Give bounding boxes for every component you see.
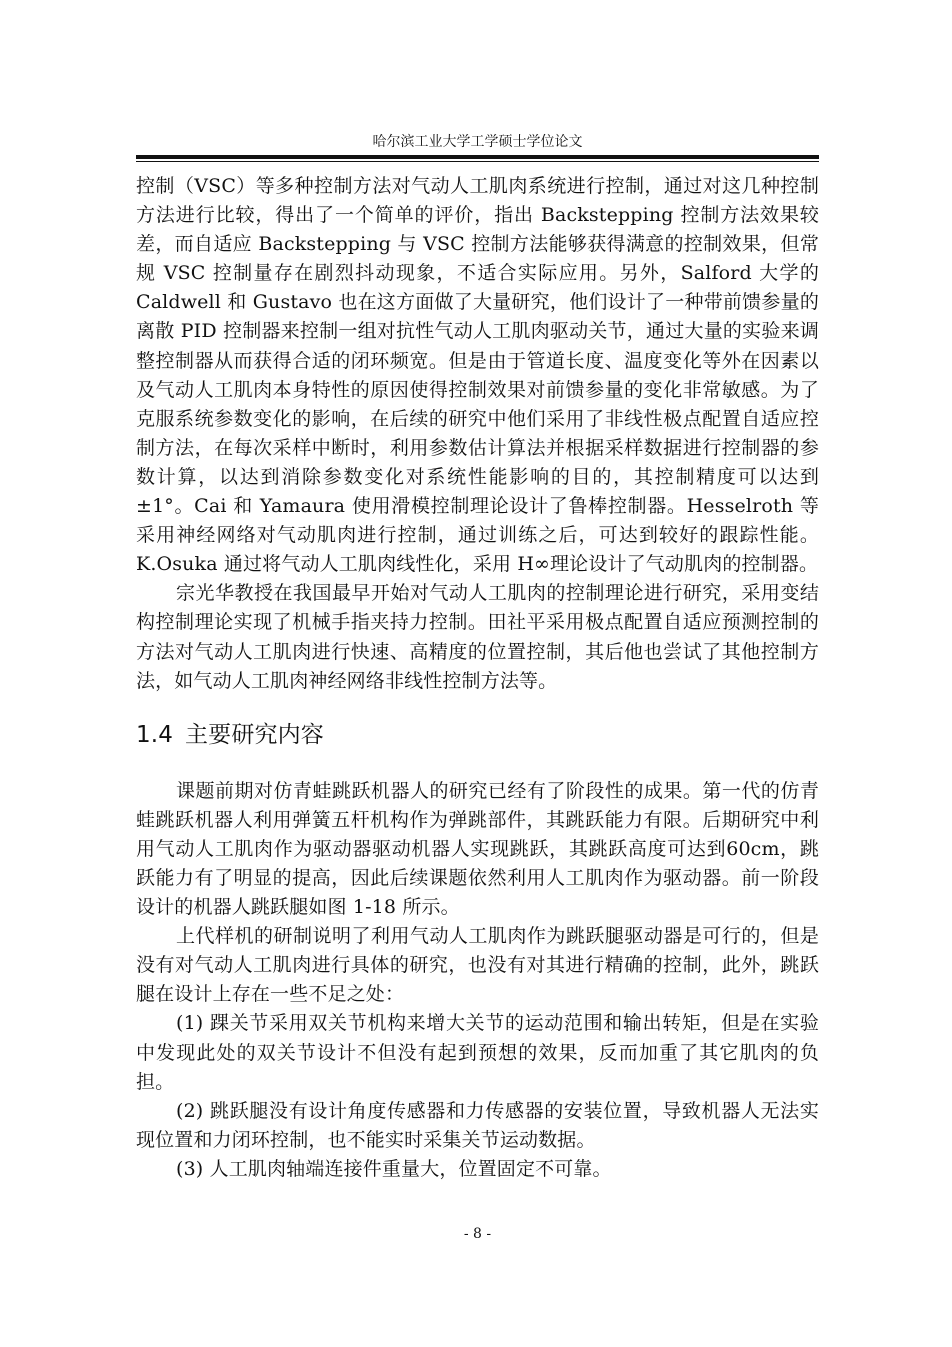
list-item-2: (2) 跳跃腿没有设计角度传感器和力传感器的安装位置，导致机器人无法实现位置和力闭环控制，也不能实时采集关节运动数据。 <box>136 1099 819 1151</box>
list-item-1: (1) 踝关节采用双关节机构来增大关节的运动范围和输出转矩，但是在实验中发现此处的双关节设计不但没有起到预想的效果，反而加重了其它肌肉的负担。 <box>136 1012 819 1093</box>
paragraph-domestic-research: 宗光华教授在我国最早开始对气动人工肌肉的控制理论进行研究，采用变结构控制理论实现了机械手指夹持力控制。田社平采用极点配置自适应预测控制的方法对气动人工肌肉进行快速、高精度的位置控制，其后他也尝试了其他控制方法，如气动人工肌肉神经网络非线性控制方法等。 <box>136 582 819 692</box>
body-text <box>136 172 819 1184</box>
paragraph-control-methods: 控制（VSC）等多种控制方法对气动人工肌肉系统进行控制，通过对这几种控制方法进行比较，得出了一个简单的评价，指出 Backstepping 控制方法效果较差，而自适应 Backstepping 与 VSC 控制方法能够获得满意的控制效果，但常规 VSC 控制量存在剧烈抖动现象，不适合实际应用。另外，Salford 大学的 Caldwell 和 Gustavo 也在这方面做了大量研究，他们设计了一种带前馈参量的离散 PID 控制器来控制一组对抗性气动人工肌肉驱动关节，通过大量的实验来调整控制器从而获得合适的闭环频宽。但是由于管道长度、温度变化等外在因素以及气动人工肌肉本身特性的原因使得控制效果对前馈参量的变化非常敏感。为了克服系统参数变化的影响，在后续的研究中他们采用了非线性极点配置自适应控制方法，在每次采样中断时，利用参数估计算法并根据采样数据进行控制器的参数计算，以达到消除参数变化对系统性能影响的目的，其控制精度可以达到±1°。Cai 和 Yamaura 使用滑模控制理论设计了鲁棒控制器。Hesselroth 等采用神经网络对气动肌肉进行控制，通过训练之后，可达到较好的跟踪性能。K.Osuka 通过将气动人工肌肉线性化，采用 H∞理论设计了气动肌肉的控制器。 <box>136 175 819 576</box>
header-rule <box>136 155 819 159</box>
paragraph-shortcomings: 上代样机的研制说明了利用气动人工肌肉作为跳跃腿驱动器是可行的，但是没有对气动人工肌肉进行具体的研究，也没有对其进行精确的控制，此外，跳跃腿在设计上存在一些不足之处： <box>136 925 819 1006</box>
section-number: 1.4 <box>136 721 174 748</box>
list-item-3: (3) 人工肌肉轴端连接件重量大，位置固定不可靠。 <box>176 1157 612 1180</box>
page-number: - 8 - <box>463 1226 492 1242</box>
paragraph-prior-work: 课题前期对仿青蛙跳跃机器人的研究已经有了阶段性的成果。第一代的仿青蛙跳跃机器人利用弹簧五杆机构作为弹跳部件，其跳跃能力有限。后期研究中利用气动人工肌肉作为驱动器驱动机器人实现跳跃，其跳跃高度可达到60cm，跳跃能力有了明显的提高，因此后续课题依然利用人工肌肉作为驱动器。前一阶段设计的机器人跳跃腿如图 1-18 所示。 <box>136 779 819 919</box>
running-header: 哈尔滨工业大学工学硕士学位论文 <box>372 134 583 150</box>
section-title: 主要研究内容 <box>185 721 324 748</box>
section-heading <box>136 720 819 750</box>
